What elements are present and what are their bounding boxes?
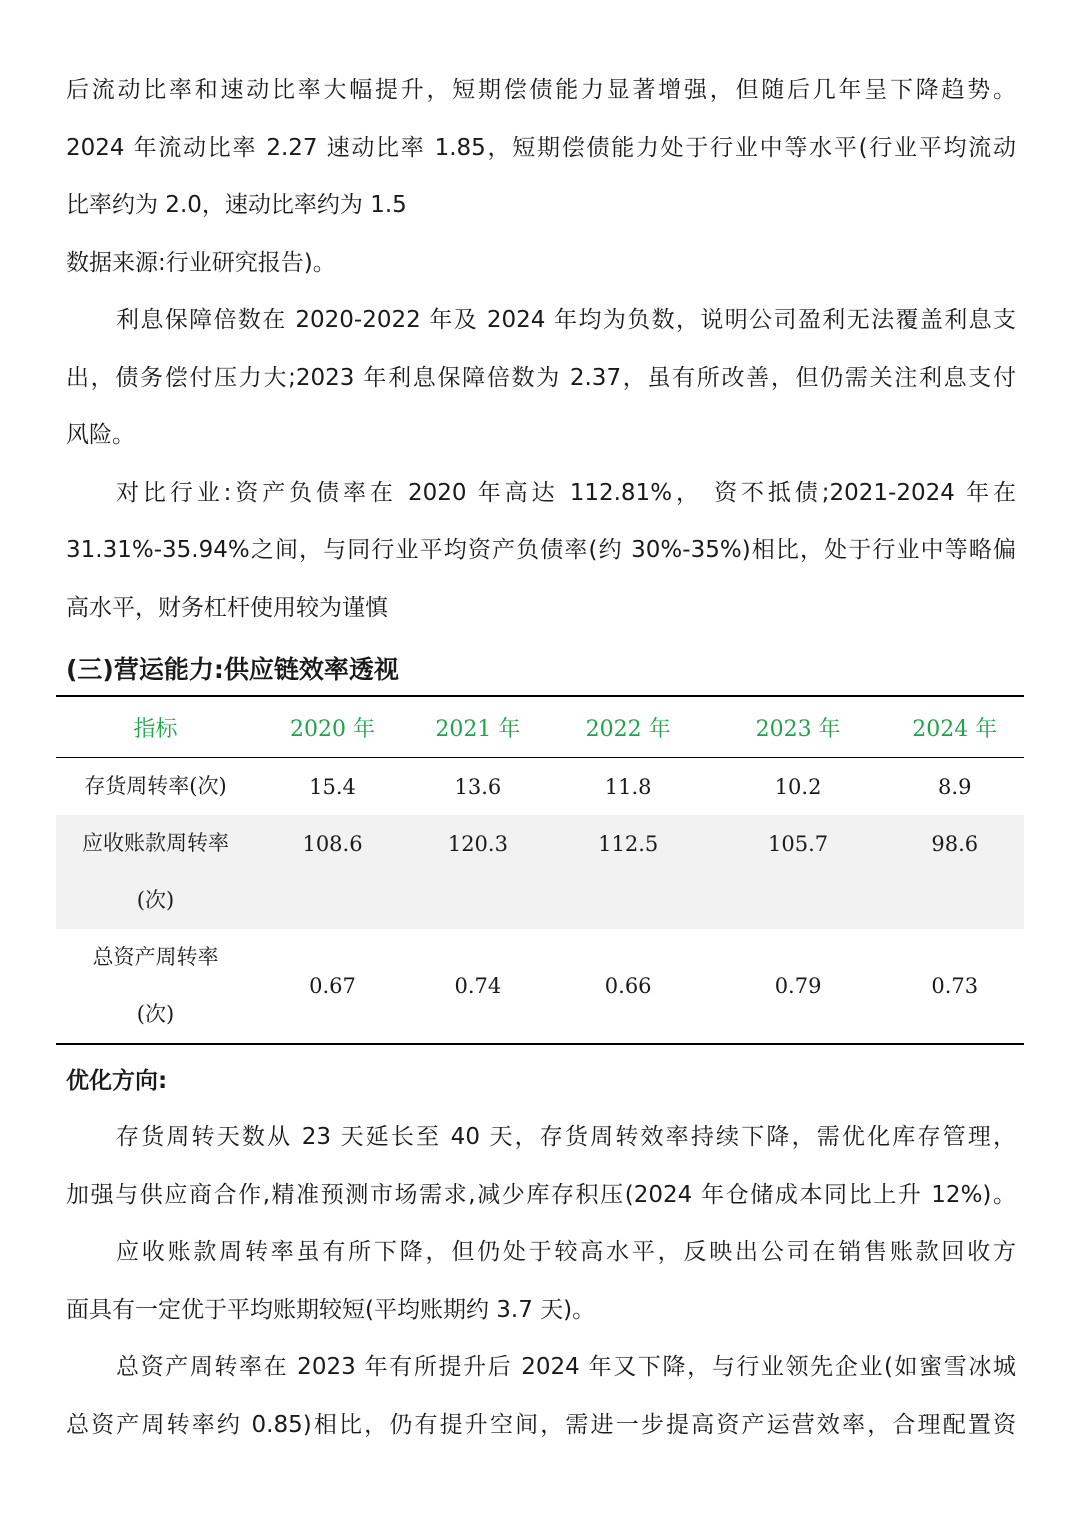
table-cell: 13.6 (454, 775, 502, 799)
operating-capability-table (56, 695, 1024, 1045)
table-cell: 120.3 (410, 815, 546, 929)
text-line: 2024 年流动比率 2.27 速动比率 1.85，短期偿债能力处于行业中等水平(行业平均流动 (66, 134, 1016, 161)
table-cell: 112.5 (546, 815, 711, 929)
text-line: 31.31%-35.94%之间，与同行业平均资产负债率(约 30%-35%)相比，处于行业中等略偏 (66, 537, 1016, 563)
interest-coverage-paragraph (66, 292, 1016, 465)
optimization-heading: 优化方向: (66, 1068, 168, 1094)
row-label (56, 815, 255, 929)
text-line: 加强与供应商合作,精准预测市场需求,减少库存积压(2024 年仓储成本同比上升 12%)。 (66, 1181, 1016, 1208)
inventory-paragraph (66, 1109, 1016, 1224)
row-label (56, 929, 255, 1044)
text-line: 风险。 (66, 422, 135, 448)
text-line: 比率约为 2.0，速动比率约为 1.5 (66, 192, 407, 218)
table-row (56, 758, 1024, 816)
table-cell: 98.6 (885, 815, 1024, 929)
row-label-text: 应收账款周转率 (81, 831, 229, 855)
column-header: 指标 (56, 696, 255, 758)
table-cell: 105.7 (711, 815, 886, 929)
column-header: 2024 年 (885, 696, 1024, 758)
row-label-text: 总资产周转率 (92, 945, 219, 969)
table-row (56, 929, 1024, 1044)
row-label-text: 存货周转率(次) (84, 774, 227, 798)
asset-turnover-paragraph (66, 1339, 1016, 1454)
column-header: 2023 年 (711, 696, 886, 758)
table-row (56, 815, 1024, 929)
row-label (56, 758, 255, 816)
text-line: 利息保障倍数在 2020-2022 年及 2024 年均为负数，说明公司盈利无法覆盖利息支 (116, 307, 1016, 333)
text-line: 出，债务偿付压力大;2023 年利息保障倍数为 2.37，虽有所改善，但仍需关注利息支付 (66, 364, 1016, 391)
text-line: 面具有一定优于平均账期较短(平均账期约 3.7 天)。 (66, 1296, 596, 1323)
table-cell: 8.9 (938, 775, 972, 799)
text-line: 总资产周转率约 0.85)相比，仍有提升空间，需进一步提高资产运营效率，合理配置资 (66, 1411, 1016, 1438)
table-header-row (56, 696, 1024, 758)
section-title: (三)营运能力:供应链效率透视 (66, 655, 399, 684)
text-line: 存货周转天数从 23 天延长至 40 天，存货周转效率持续下降，需优化库存管理， (116, 1124, 1016, 1150)
column-header: 2021 年 (410, 696, 546, 758)
liquidity-paragraph (66, 62, 1016, 292)
text-line: 应收账款周转率虽有所下降，但仍处于较高水平，反映出公司在销售账款回收方 (116, 1239, 1016, 1265)
column-header: 2020 年 (255, 696, 410, 758)
table-cell: 0.74 (454, 974, 502, 998)
table-cell: 0.79 (774, 974, 822, 998)
text-line: 对比行业:资产负债率在 2020 年高达 112.81%， 资不抵债;2021-2024 年在 (116, 479, 1016, 506)
table-cell: 0.66 (604, 974, 652, 998)
document-page (66, 62, 1016, 1454)
table-cell: 108.6 (255, 815, 410, 929)
text-line: 高水平，财务杠杆使用较为谨慎 (66, 594, 388, 621)
industry-comparison-paragraph (66, 465, 1016, 638)
column-header: 2022 年 (546, 696, 711, 758)
text-line: 数据来源:行业研究报告)。 (66, 249, 336, 276)
table-cell: 10.2 (774, 775, 822, 799)
row-label-text: (次) (136, 888, 175, 912)
text-line: 后流动比率和速动比率大幅提升，短期偿债能力显著增强，但随后几年呈下降趋势。 (66, 77, 1016, 103)
table-cell: 0.73 (931, 974, 979, 998)
row-label-text: (次) (136, 1002, 175, 1026)
receivable-paragraph (66, 1224, 1016, 1339)
table-cell: 15.4 (309, 775, 356, 799)
text-line: 总资产周转率在 2023 年有所提升后 2024 年又下降，与行业领先企业(如蜜雪冰城 (116, 1354, 1016, 1380)
table-cell: 0.67 (309, 974, 356, 998)
table-cell: 11.8 (604, 775, 652, 799)
